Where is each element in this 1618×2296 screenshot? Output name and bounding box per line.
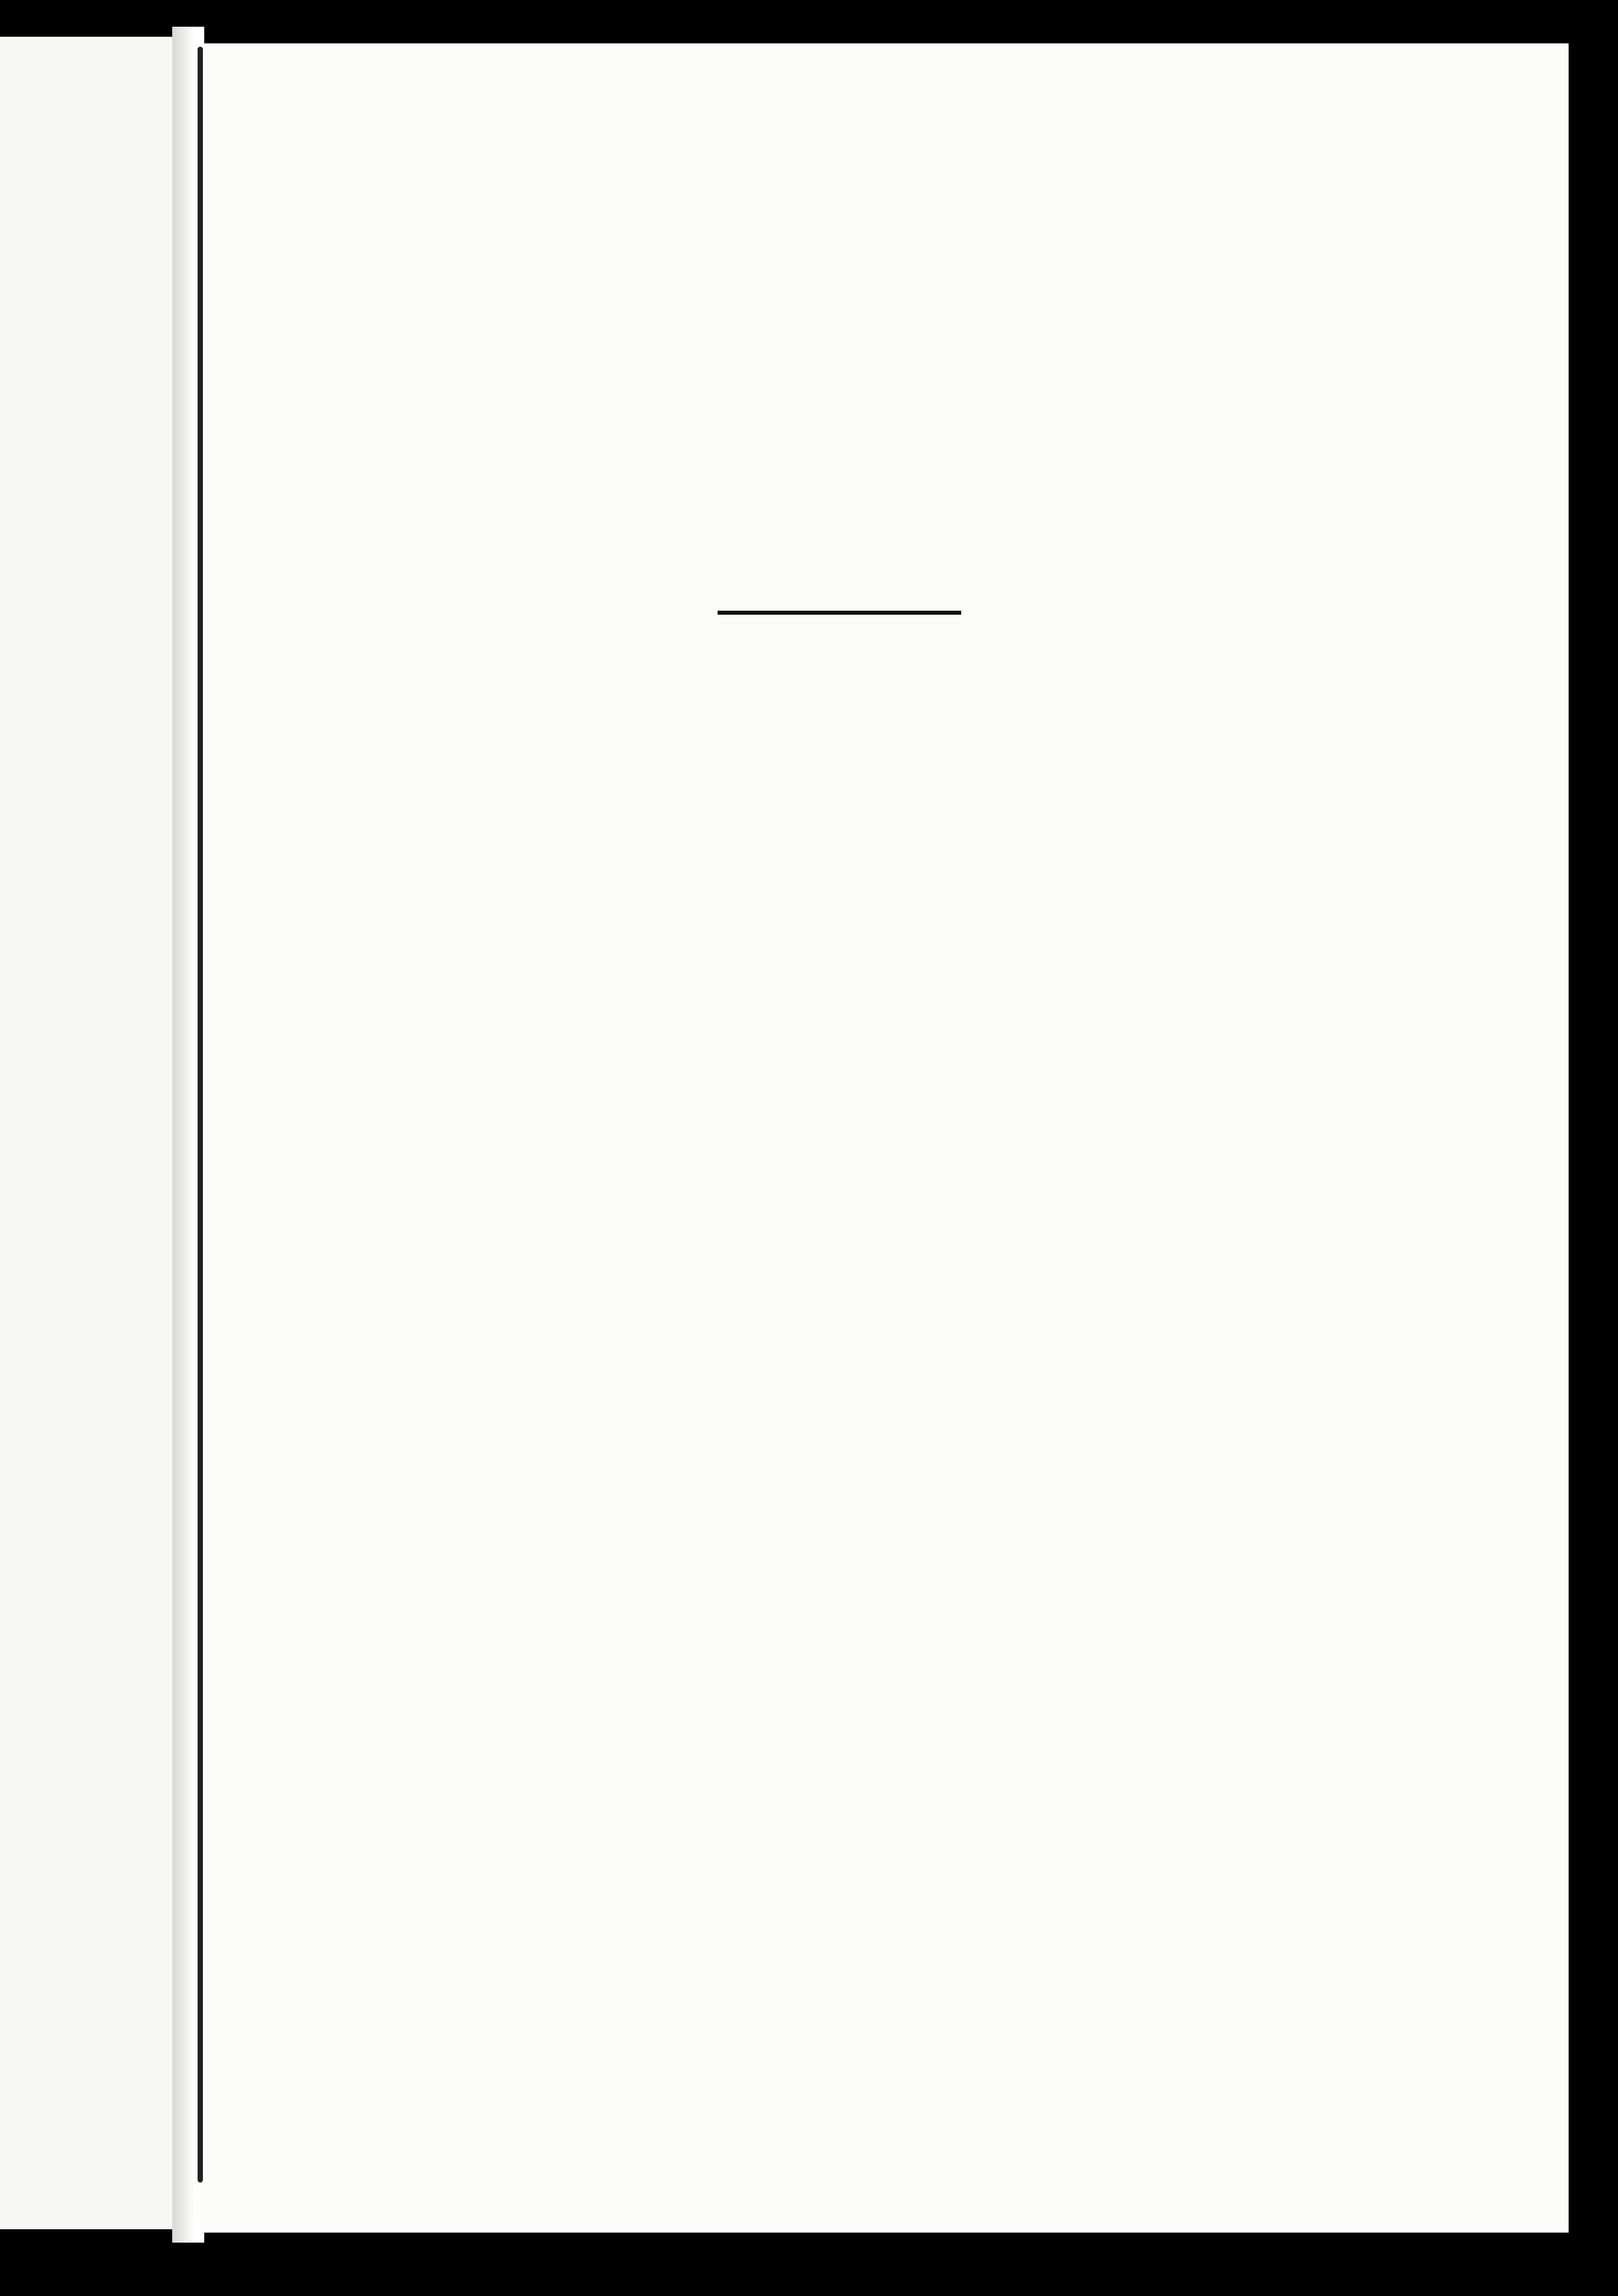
book-page — [200, 43, 1569, 2233]
section-divider-rule — [718, 611, 961, 615]
binding-edge-line — [198, 47, 203, 2183]
previous-page-fragment — [0, 37, 180, 2229]
